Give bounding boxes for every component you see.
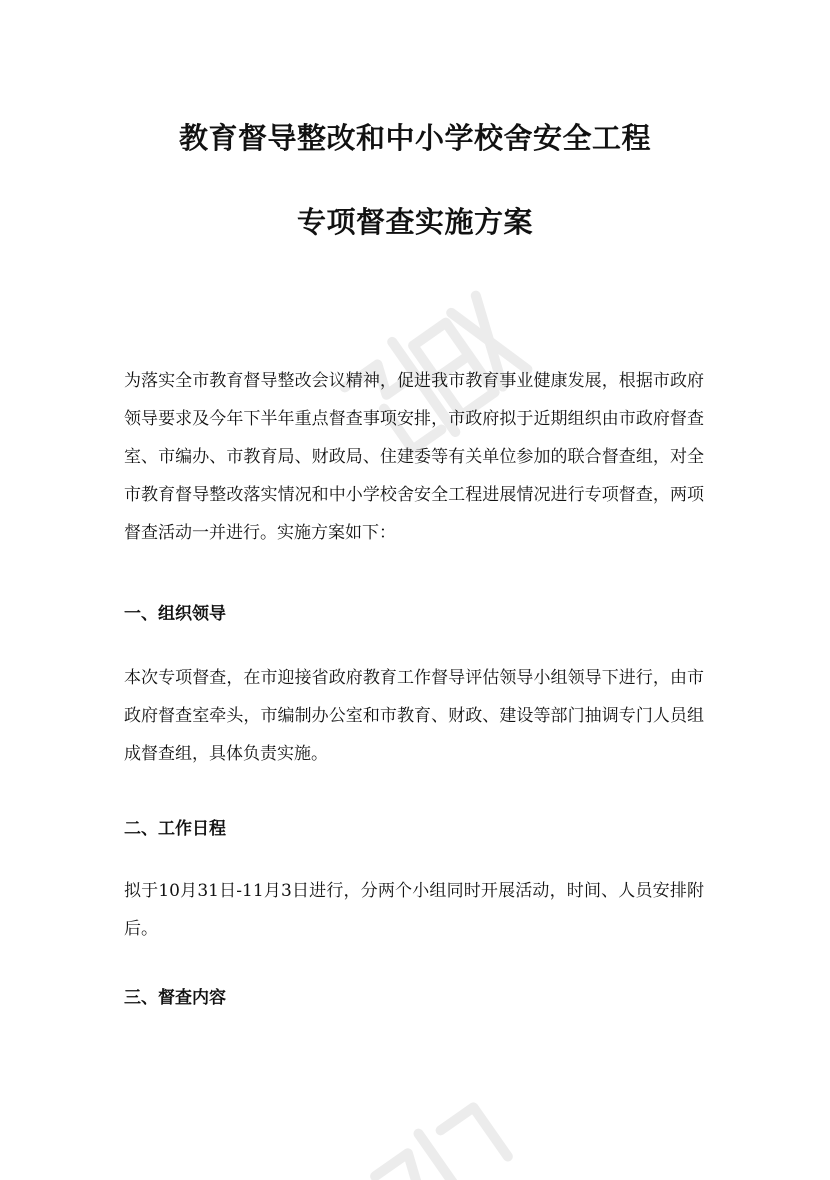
- section-body-schedule: 拟于10月31日-11月3日进行，分两个小组同时开展活动，时间、人员安排附后。: [124, 881, 704, 939]
- section-body-organization: 本次专项督查，在市迎接省政府教育工作督导评估领导小组领导下进行，由市政府督查室牵头，市编制办公室和市教育、财政、建设等部门抽调专门人员组成督查组，具体负责实施。: [124, 668, 704, 764]
- section-heading-content: 三、督查内容: [124, 988, 226, 1008]
- watermark-stamp-icon: [330, 1080, 530, 1180]
- section-heading-schedule: 二、工作日程: [124, 819, 226, 839]
- document-title-line-1: 教育督导整改和中小学校舍安全工程: [178, 121, 651, 155]
- section-heading-organization: 一、组织领导: [124, 604, 226, 624]
- document-title-line-2: 专项督查实施方案: [296, 205, 533, 239]
- intro-paragraph: 为落实全市教育督导整改会议精神，促进我市教育事业健康发展，根据市政府领导要求及今年下半年重点督查事项安排，市政府拟于近期组织由市政府督查室、市编办、市教育局、财政局、住建委等有关单位参加的联合督查组，对全市教育督导整改落实情况和中小学校舍安全工程进展情况进行专项督查，两项督查活动一并进行。实施方案如下：: [124, 371, 704, 543]
